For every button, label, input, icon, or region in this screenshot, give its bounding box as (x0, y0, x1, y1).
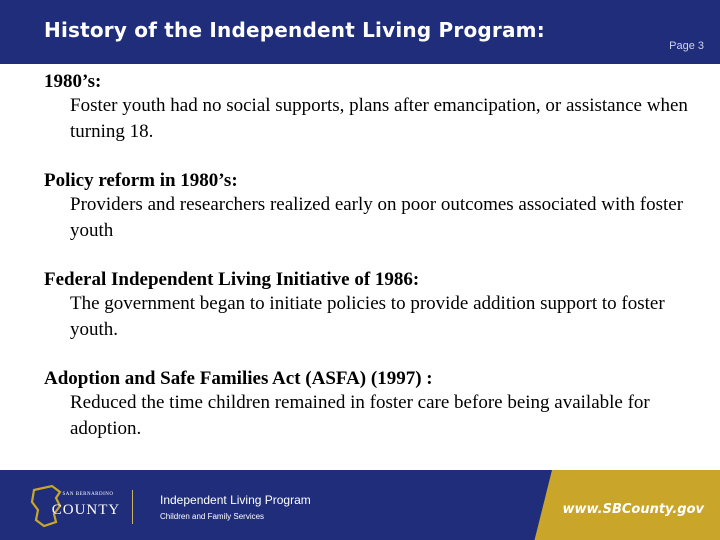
section-heading: Policy reform in 1980’s: (44, 170, 238, 191)
section-body: Reduced the time children remained in foster care before being available for adoption. (70, 392, 650, 439)
section-body: Foster youth had no social supports, plans after emancipation, or assistance when turning 18. (70, 95, 688, 142)
section-asfa (44, 367, 694, 442)
section-1980s (44, 70, 694, 145)
section-heading: Federal Independent Living Initiative of 1986: (44, 269, 420, 290)
section-policy-reform (44, 169, 694, 244)
logo-text-main: COUNTY (51, 502, 121, 518)
slide-content (44, 70, 694, 466)
county-logo (30, 484, 126, 528)
section-heading: 1980’s: (44, 71, 102, 92)
program-name: Independent Living Program (160, 493, 311, 507)
section-federal-initiative (44, 268, 694, 343)
logo-text-top: SAN BERNARDINO (62, 492, 114, 497)
slide-footer (0, 470, 720, 540)
page-number: Page 3 (669, 40, 704, 52)
slide-header (0, 0, 720, 64)
section-body: Providers and researchers realized early on poor outcomes associated with foster youth (70, 194, 684, 241)
footer-divider (132, 490, 133, 524)
section-body: The government began to initiate policies to provide addition support to foster youth. (70, 293, 665, 340)
slide-title: History of the Independent Living Program: (44, 18, 545, 42)
website-link[interactable]: www.SBCounty.gov (562, 502, 704, 517)
section-heading: Adoption and Safe Families Act (ASFA) (1997) : (44, 368, 433, 389)
program-subtitle: Children and Family Services (160, 512, 265, 521)
